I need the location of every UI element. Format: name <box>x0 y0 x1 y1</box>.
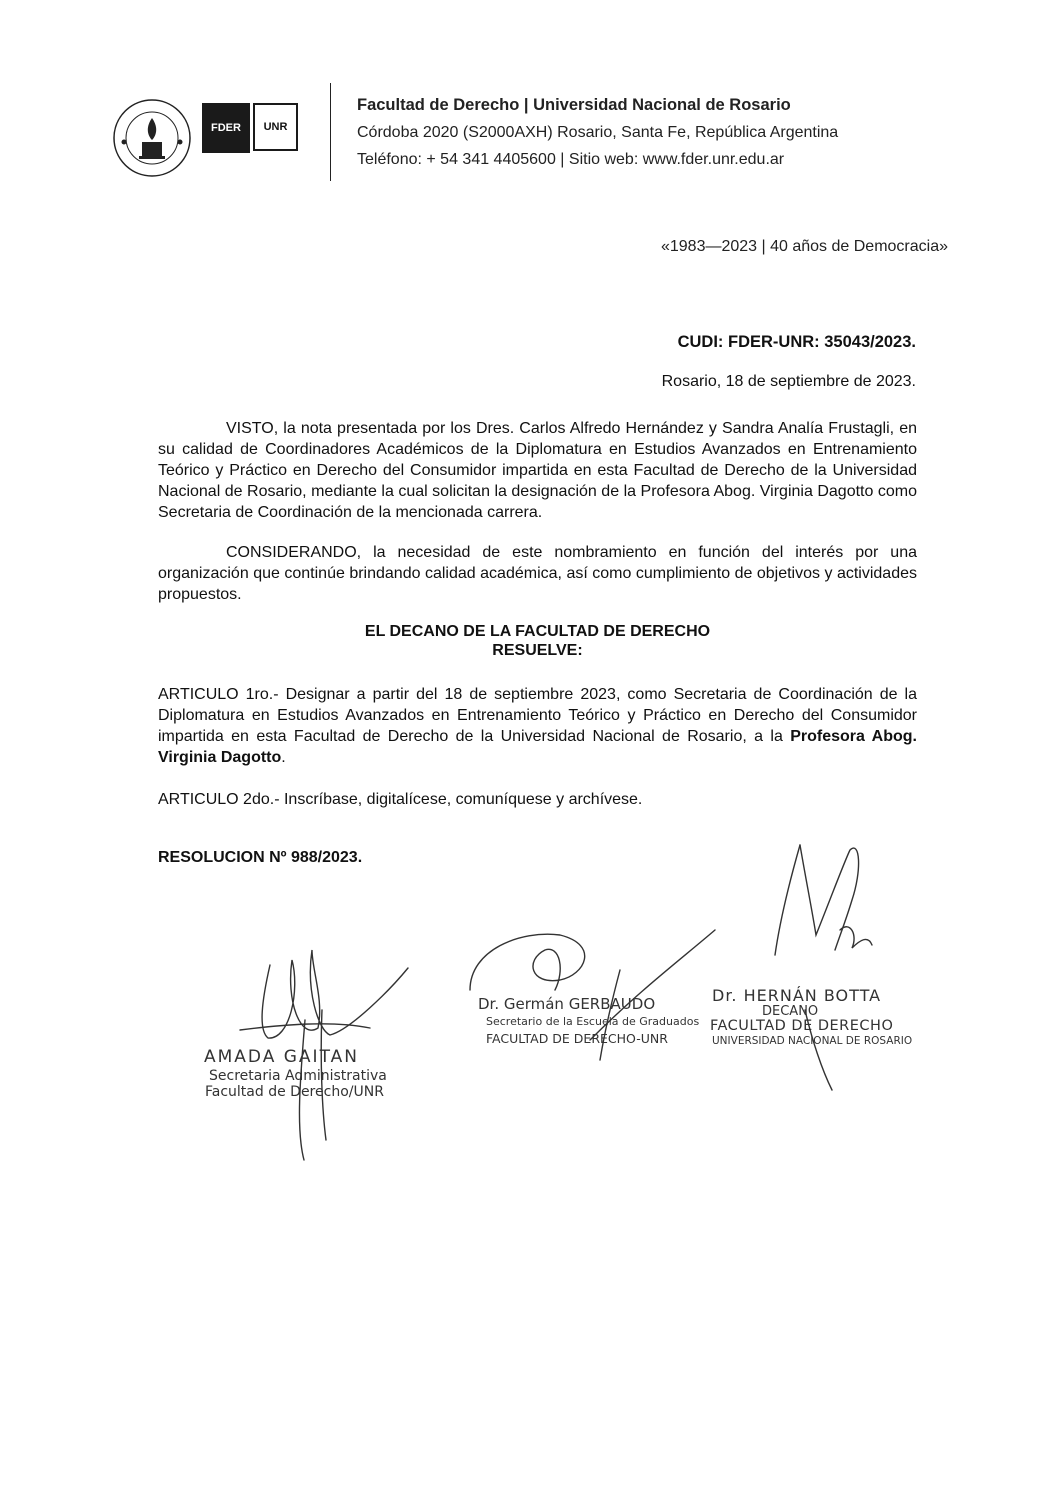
fder-logo: FDER <box>202 103 250 153</box>
considerando-paragraph: CONSIDERANDO, la necesidad de este nombramiento en función del interés por una organización que continúe brindando calidad académica, así como cumplimiento de objetivos y actividades propuestos. <box>158 544 917 603</box>
header-address: Córdoba 2020 (S2000AXH) Rosario, Santa Fe, República Argentina <box>357 124 839 141</box>
header-divider <box>330 83 331 181</box>
resolution-number: RESOLUCION Nº 988/2023. <box>158 849 363 866</box>
unr-logo: UNR <box>253 103 298 151</box>
article-1-text: ARTICULO 1ro.- Designar a partir del 18 de septiembre 2023, como Secretaria de Coordinación de la Diplomatura en Estudios Avanzados en Entrenamiento Teórico y Práctico en Derecho del Consumidor impartida en esta Facultad de Derecho de la Universidad Nacional de Rosario, a la <box>158 686 917 745</box>
decano-title: EL DECANO DE LA FACULTAD DE DERECHO <box>364 623 711 640</box>
visto-paragraph: VISTO, la nota presentada por los Dres. Carlos Alfredo Hernández y Sandra Analía Frustagli, en su calidad de Coordinadores Académicos de la Diplomatura en Estudios Avanzados en Entrenamiento Teórico y Práctico en Derecho del Consumidor impartida en esta Facultad de Derecho de la Universidad Nacional de Rosario, mediante la cual solicitan la designación de la Profesora Abog. Virginia Dagotto como Secretaria de Coordinación de la mencionada carrera. <box>158 420 917 521</box>
university-seal-icon <box>112 98 192 178</box>
signature-1-faculty: Facultad de Derecho/UNR <box>205 1084 384 1100</box>
document-date: Rosario, 18 de septiembre de 2023. <box>661 373 916 390</box>
signature-3-faculty: FACULTAD DE DERECHO <box>710 1018 894 1034</box>
signature-3-role: DECANO <box>762 1004 819 1019</box>
signature-1-role: Secretaria Administrativa <box>209 1068 387 1084</box>
header-institution: Facultad de Derecho | Universidad Nacional de Rosario <box>357 96 791 114</box>
header-motto: «1983—2023 | 40 años de Democracia» <box>660 238 948 255</box>
article-1 <box>158 684 917 768</box>
signature-2-faculty: FACULTAD DE DERECHO-UNR <box>486 1031 668 1046</box>
cudi-reference: CUDI: FDER-UNR: 35043/2023. <box>677 333 916 351</box>
header-contact: Teléfono: + 54 341 4405600 | Sitio web: www.fder.unr.edu.ar <box>357 151 785 168</box>
signature-2-name: Dr. Germán GERBAUDO <box>478 995 656 1013</box>
signature-3-university: UNIVERSIDAD NACIONAL DE ROSARIO <box>712 1035 913 1047</box>
resuelve-title: RESUELVE: <box>492 642 583 659</box>
article-1-name: Profesora Abog. Virginia Dagotto <box>158 728 917 766</box>
article-2: ARTICULO 2do.- Inscríbase, digitalícese, comuníquese y archívese. <box>158 791 643 808</box>
signature-2-role: Secretario de la Escuela de Graduados <box>486 1015 700 1028</box>
signature-1-name: AMADA GAITAN <box>204 1047 359 1067</box>
signature-3-name: Dr. HERNÁN BOTTA <box>712 986 882 1005</box>
article-1-end: . <box>281 749 286 766</box>
resolution-heading <box>158 622 917 660</box>
